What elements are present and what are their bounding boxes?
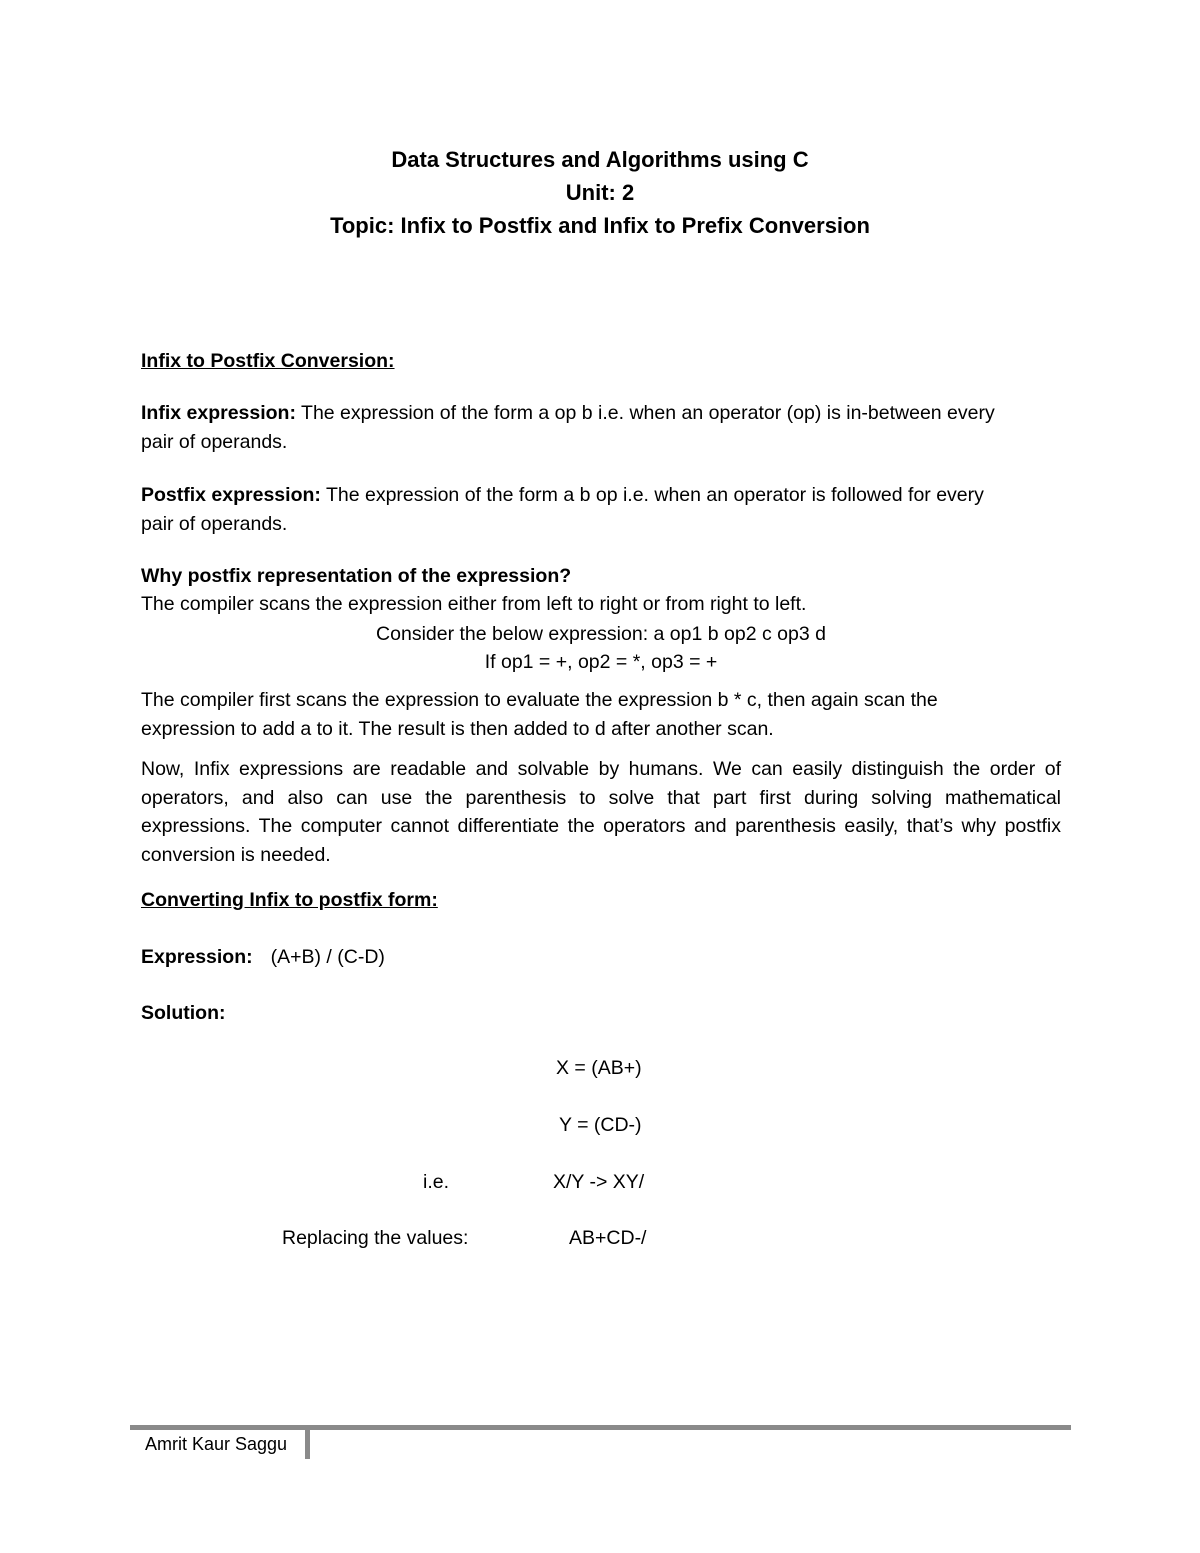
x-assignment: X = (AB+) [556,1057,642,1079]
now-paragraph: Now, Infix expressions are readable and solvable by humans. We can easily distinguish the order of operators, and also can use the parenthesis to solve that part first during solving mathematical expressions. The computer cannot differentiate the operators and parenthesis easily, that’s why postfix conversion is needed. [141,758,1061,866]
replacing-label: Replacing the values: [282,1227,469,1249]
section-heading-converting: Converting Infix to postfix form: [141,889,438,911]
postfix-definition [141,481,1021,538]
compiler-paragraph: The compiler first scans the expression to evaluate the expression b * c, then again scan the expression to add a to it. The result is then added to d after another scan. [141,689,938,740]
replacing-value: AB+CD-/ [569,1227,647,1249]
solution-label: Solution: [141,1002,226,1024]
consider-line: Consider the below expression: a op1 b op2 c op3 d [376,623,826,645]
topic-title: Topic: Infix to Postfix and Infix to Prefix Conversion [330,213,870,238]
unit-label: Unit: 2 [565,180,635,205]
expression-value: (A+B) / (C-D) [270,946,385,968]
expression-label: Expression: [141,946,253,968]
footer-author: Amrit Kaur Saggu [145,1434,288,1454]
ie-value: X/Y -> XY/ [553,1171,645,1193]
if-line: If op1 = +, op2 = *, op3 = + [484,651,718,673]
postfix-label: Postfix expression: [141,484,321,506]
postfix-text: The expression of the form a b op i.e. when an operator is followed for every pair of operands. [141,484,984,535]
y-assignment: Y = (CD-) [559,1114,642,1136]
expression-row [141,943,385,971]
footer-rule [130,1425,1071,1430]
ie-label: i.e. [423,1171,450,1193]
section-heading-infix-to-postfix: Infix to Postfix Conversion: [141,350,395,372]
why-postfix-heading: Why postfix representation of the expression? [141,565,572,587]
infix-text: The expression of the form a op b i.e. when an operator (op) is in-between every pair of operands. [141,402,995,453]
course-title: Data Structures and Algorithms using C [391,147,809,172]
infix-label: Infix expression: [141,402,296,424]
title-block [0,143,1200,242]
footer-divider [305,1429,310,1459]
infix-definition [141,399,1031,456]
why-postfix-line: The compiler scans the expression either from left to right or from right to left. [141,593,807,615]
